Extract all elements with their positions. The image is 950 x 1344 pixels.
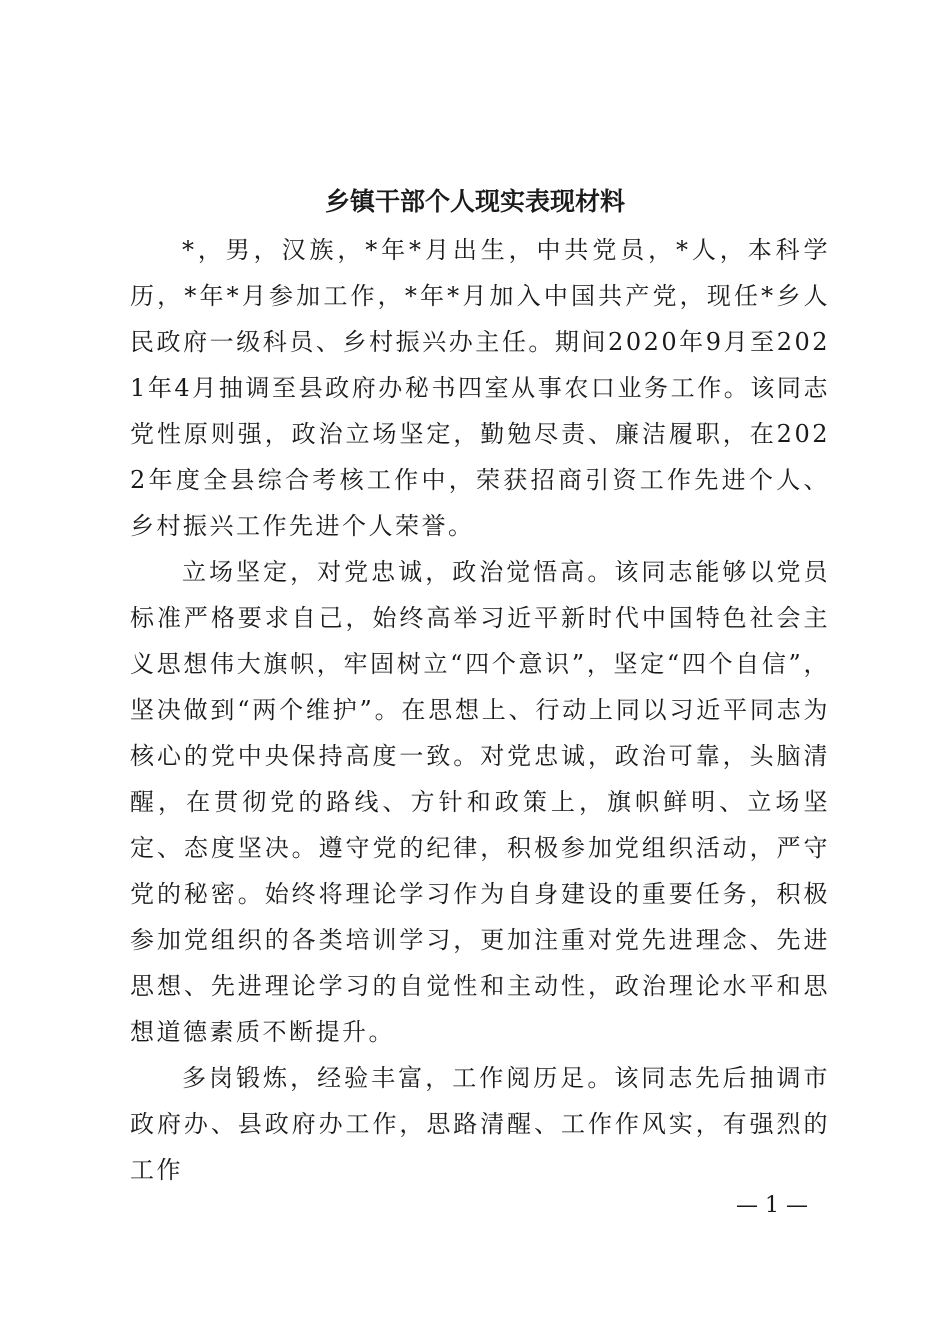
paragraph-political-stance: 立场坚定，对党忠诚，政治觉悟高。该同志能够以党员标准严格要求自己，始终高举习近平新时代中国特色社会主义思想伟大旗帜，牢固树立“四个意识”，坚定“四个自信”，坚决做到“两个维护”。在思想上、行动上同以习近平同志为核心的党中央保持高度一致。对党忠诚，政治可靠，头脑清醒，在贯彻党的路线、方针和政策上，旗帜鲜明、立场坚定、态度坚决。遵守党的纪律，积极参加党组织活动，严守党的秘密。始终将理论学习作为自身建设的重要任务，积极参加党组织的各类培训学习，更加注重对党先进理念、先进思想、先进理论学习的自觉性和主动性，政治理论水平和思想道德素质不断提升。 <box>130 558 830 1046</box>
paragraph-work-experience: 多岗锻炼，经验丰富，工作阅历足。该同志先后抽调市政府办、县政府办工作，思路清醒、工作作风实，有强烈的工作 <box>130 1064 830 1184</box>
paragraph-intro: *，男，汉族，*年*月出生，中共党员，*人，本科学历，*年*月参加工作，*年*月加入中国共产党，现任*乡人民政府一级科员、乡村振兴办主任。期间2020年9月至2021年4月抽调至县政府办秘书四室从事农口业务工作。该同志党性原则强，政治立场坚定，勤勉尽责、廉洁履职，在2022年度全县综合考核工作中，荣获招商引资工作先进个人、乡村振兴工作先进个人荣誉。 <box>130 236 830 540</box>
document-title: 乡镇干部个人现实表现材料 <box>324 187 625 216</box>
page-number: — 1 — <box>736 1193 808 1218</box>
document-body <box>130 227 830 1193</box>
